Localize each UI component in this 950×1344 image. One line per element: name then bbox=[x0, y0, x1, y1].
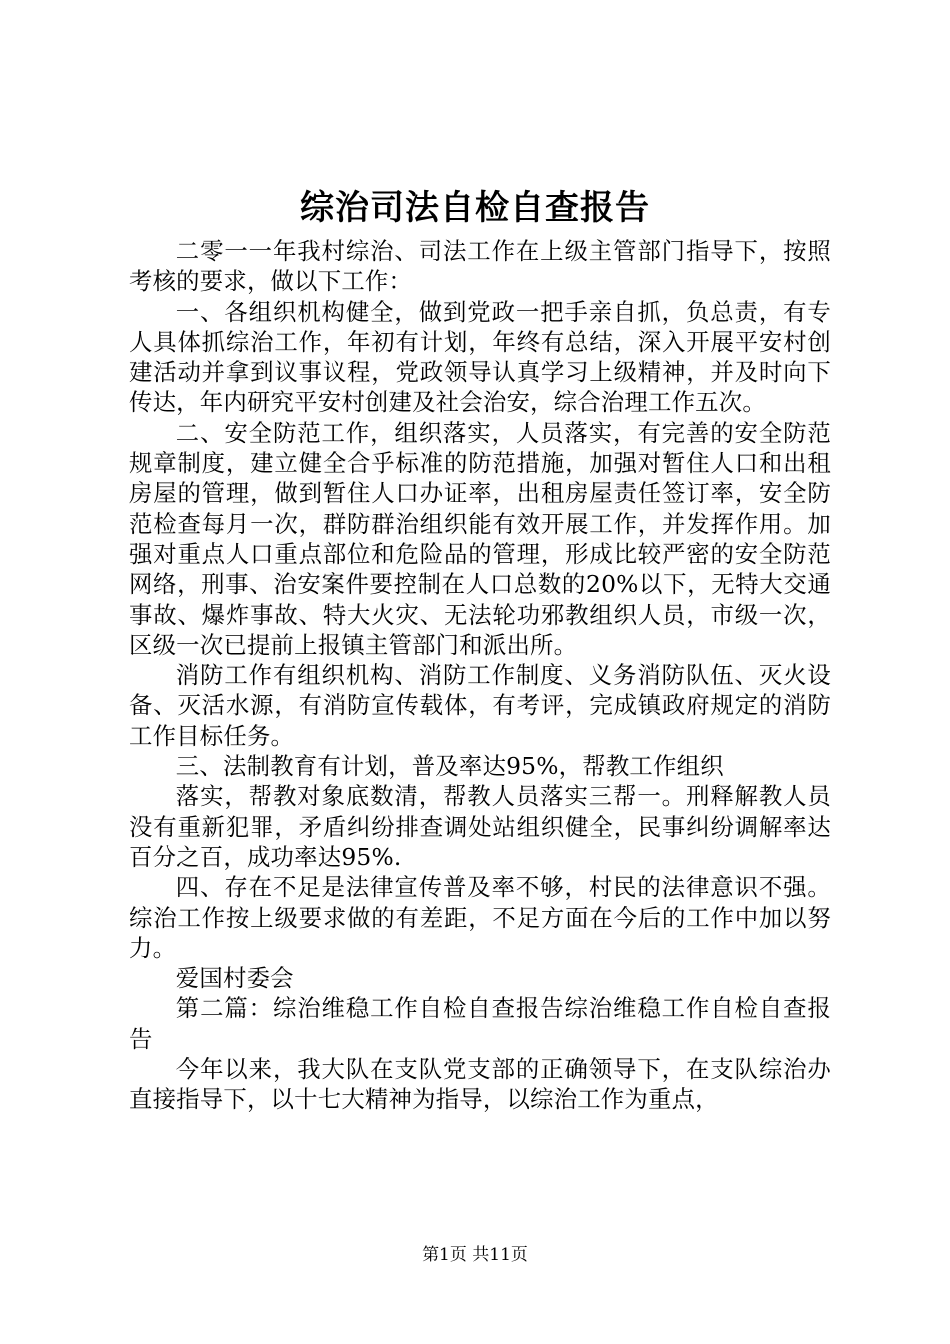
paragraph-part-2-body: 今年以来，我大队在支队党支部的正确领导下，在支队综治办直接指导下，以十七大精神为指导，以综治工作为重点， bbox=[129, 1055, 831, 1114]
document-title: 综治司法自检自查报告 bbox=[300, 188, 650, 228]
paragraph-part-2-heading: 第二篇：综治维稳工作自检自查报告综治维稳工作自检自查报告 bbox=[129, 994, 831, 1053]
document-body bbox=[129, 236, 831, 1115]
paragraph-section-4: 四、存在不足是法律宣传普及率不够，村民的法律意识不强。综治工作按上级要求做的有差距，不足方面在今后的工作中加以努力。 bbox=[129, 873, 831, 962]
signature-committee: 爱国村委会 bbox=[175, 964, 294, 993]
paragraph-fire-safety: 消防工作有组织机构、消防工作制度、义务消防队伍、灭火设备、灭活水源，有消防宣传载体，有考评，完成镇政府规定的消防工作目标任务。 bbox=[129, 661, 831, 750]
page-number-footer: 第1页 共11页 bbox=[422, 1245, 528, 1265]
paragraph-section-3-body: 落实，帮教对象底数清，帮教人员落实三帮一。刑释解教人员没有重新犯罪，矛盾纠纷排查调处站组织健全，民事纠纷调解率达百分之百，成功率达95%. bbox=[129, 782, 831, 871]
paragraph-section-3-heading: 三、法制教育有计划，普及率达95%，帮教工作组织 bbox=[175, 752, 724, 781]
paragraph-section-2: 二、安全防范工作，组织落实，人员落实，有完善的安全防范规章制度，建立健全合乎标准的防范措施，加强对暂住人口和出租房屋的管理，做到暂住人口办证率，出租房屋责任签订率，安全防范检查每月一次，群防群治组织能有效开展工作，并发挥作用。加强对重点人口重点部位和危险品的管理，形成比较严密的安全防范网络，刑事、治安案件要控制在人口总数的20%以下，无特大交通事故、爆炸事故、特大火灾、无法轮功邪教组织人员，市级一次，区级一次已提前上报镇主管部门和派出所。 bbox=[129, 418, 831, 659]
paragraph-section-1: 一、各组织机构健全，做到党政一把手亲自抓，负总责，有专人具体抓综治工作，年初有计划，年终有总结，深入开展平安村创建活动并拿到议事议程，党政领导认真学习上级精神，并及时向下传达，年内研究平安村创建及社会治安，综合治理工作五次。 bbox=[129, 297, 831, 417]
paragraph-intro: 二零一一年我村综治、司法工作在上级主管部门指导下，按照考核的要求，做以下工作： bbox=[129, 237, 831, 296]
